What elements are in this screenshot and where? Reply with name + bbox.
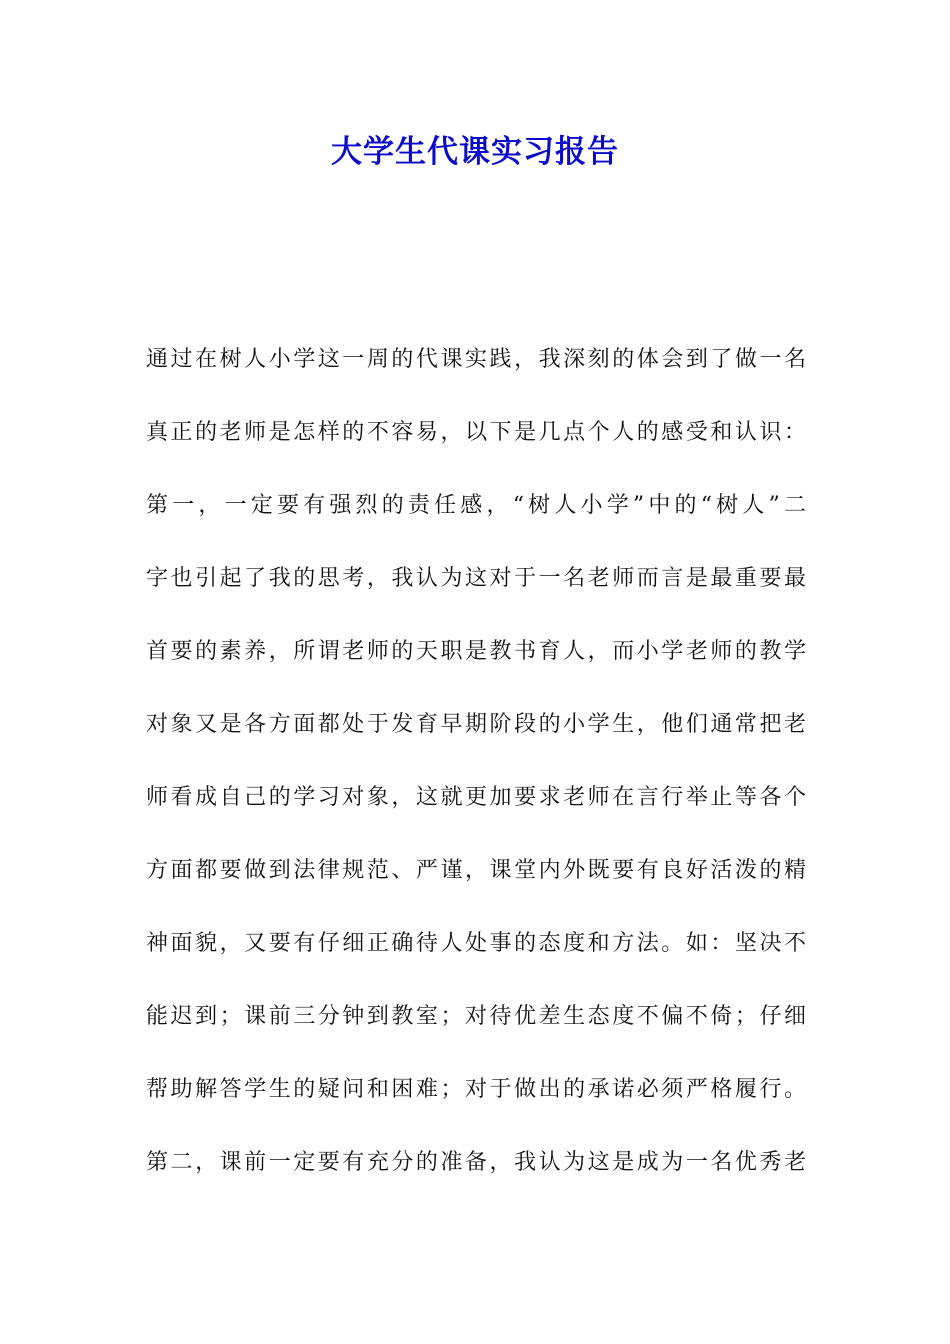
- text-line: 字也引起了我的思考，我认为这对于一名老师而言是最重要最: [146, 566, 806, 591]
- text-line: 方面都要做到法律规范、严谨，课堂内外既要有良好活泼的精: [146, 858, 806, 883]
- text-line: 第一，一定要有强烈的责任感，“树人小学”中的“树人”二: [146, 493, 806, 518]
- text-line: 对象又是各方面都处于发育早期阶段的小学生，他们通常把老: [146, 712, 806, 737]
- text-line: 第二，课前一定要有充分的准备，我认为这是成为一名优秀老: [146, 1150, 806, 1175]
- text-line: 神面貌，又要有仔细正确待人处事的态度和方法。如：坚决不: [146, 931, 806, 956]
- text-line: 能迟到；课前三分钟到教室；对待优差生态度不偏不倚；仔细: [146, 1004, 806, 1029]
- text-line: 师看成自己的学习对象，这就更加要求老师在言行举止等各个: [146, 785, 806, 810]
- text-line: 真正的老师是怎样的不容易，以下是几点个人的感受和认识：: [146, 420, 806, 445]
- document-title: 大学生代课实习报告: [331, 134, 619, 170]
- text-line: 通过在树人小学这一周的代课实践，我深刻的体会到了做一名: [146, 347, 806, 372]
- text-line: 首要的素养，所谓老师的天职是教书育人，而小学老师的教学: [146, 639, 806, 664]
- document-body: [146, 337, 806, 1213]
- text-line: 帮助解答学生的疑问和困难；对于做出的承诺必须严格履行。: [146, 1077, 806, 1102]
